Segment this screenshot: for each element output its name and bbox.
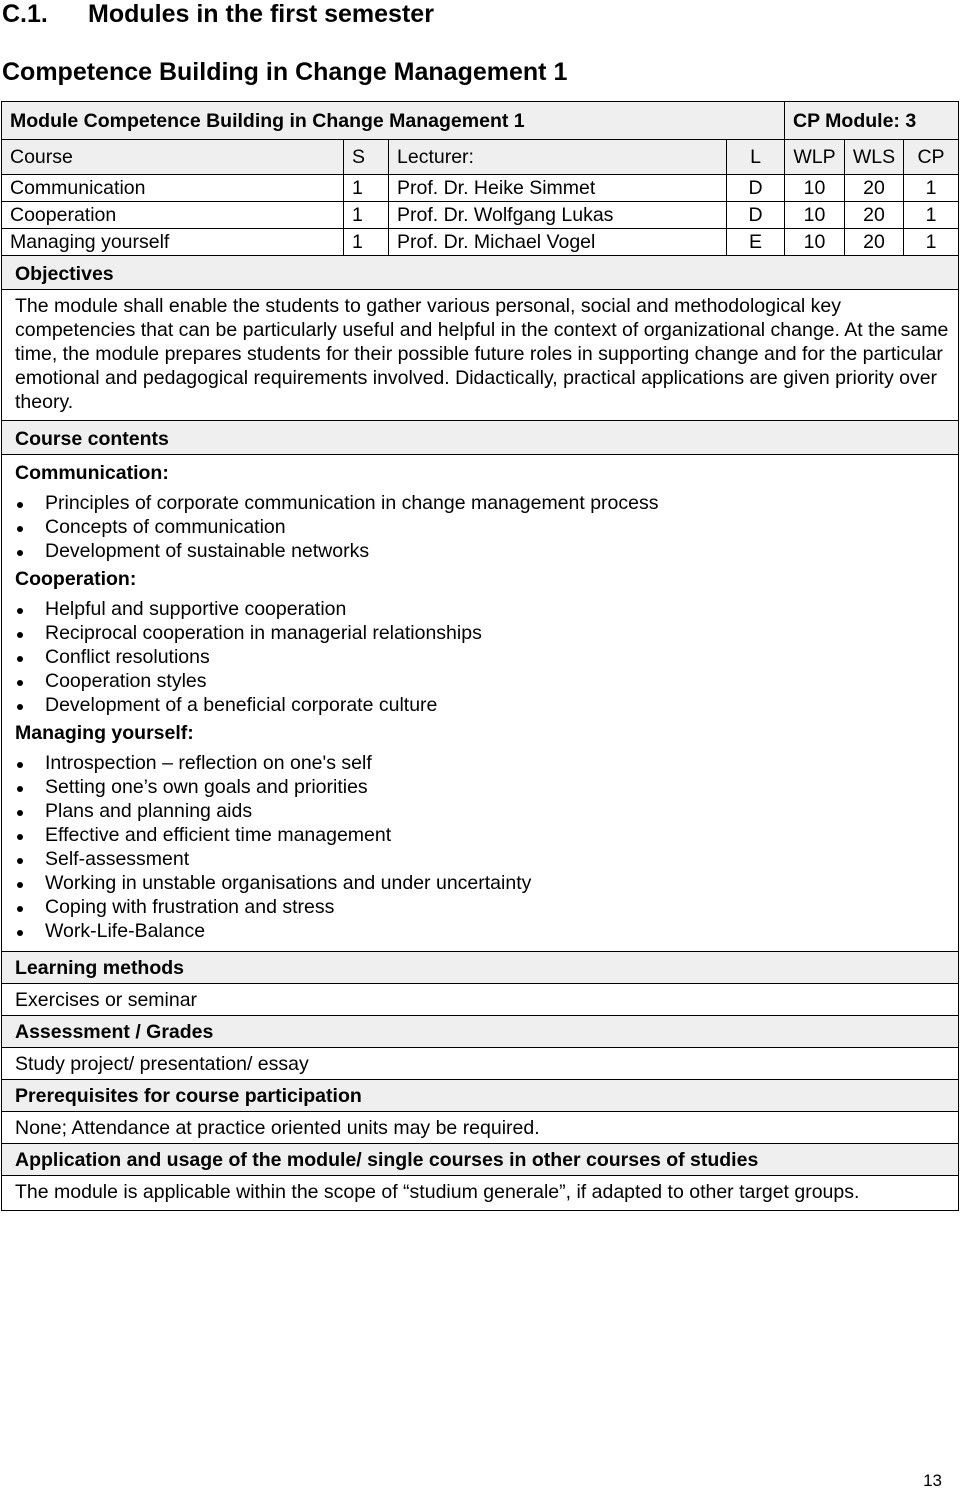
col-wls: WLS xyxy=(845,140,904,175)
course-cp: 1 xyxy=(904,229,959,256)
list-item: Working in unstable organisations and under uncertainty xyxy=(15,871,950,895)
course-lecturer: Prof. Dr. Heike Simmet xyxy=(389,175,727,202)
learning-methods-text: Exercises or seminar xyxy=(2,984,959,1016)
list-item: Reciprocal cooperation in managerial relationships xyxy=(15,621,950,645)
course-s: 1 xyxy=(344,202,389,229)
assessment-text: Study project/ presentation/ essay xyxy=(2,1048,959,1080)
list-item: Development of a beneficial corporate culture xyxy=(15,693,950,717)
course-l: D xyxy=(727,202,785,229)
application-title: Application and usage of the module/ single courses in other courses of studies xyxy=(2,1144,959,1176)
list-item: Principles of corporate communication in change management process xyxy=(15,491,950,515)
page-number: 13 xyxy=(923,1471,942,1490)
course-wlp: 10 xyxy=(785,229,845,256)
list-item: Effective and efficient time management xyxy=(15,823,950,847)
application-text: The module is applicable within the scope of “studium generale”, if adapted to other target groups. xyxy=(2,1176,959,1211)
section-title: Modules in the first semester xyxy=(88,0,434,28)
module-heading: Competence Building in Change Management 1 xyxy=(2,58,568,86)
section-heading xyxy=(2,0,434,29)
learning-methods-title: Learning methods xyxy=(2,952,959,984)
cooperation-list xyxy=(15,597,950,717)
managing-yourself-list xyxy=(15,751,950,943)
course-cp: 1 xyxy=(904,202,959,229)
assessment-title: Assessment / Grades xyxy=(2,1016,959,1048)
contents-heading-cooperation: Cooperation: xyxy=(15,568,137,590)
contents-heading-managing-yourself: Managing yourself: xyxy=(15,722,194,744)
course-wls: 20 xyxy=(845,175,904,202)
course-wls: 20 xyxy=(845,202,904,229)
objectives-text: The module shall enable the students to gather various personal, social and methodological key competencies that can be particularly useful and helpful in the context of organizational change. At the same time, the module prepares students for their possible future roles in supporting change and for the particular emotional and pedagogical requirements involved. Didactically, practical applications are given priority over theory. xyxy=(2,290,959,421)
course-l: E xyxy=(727,229,785,256)
course-s: 1 xyxy=(344,175,389,202)
col-s: S xyxy=(344,140,389,175)
course-contents-title: Course contents xyxy=(2,421,959,455)
course-row xyxy=(2,175,959,202)
list-item: Conflict resolutions xyxy=(15,645,950,669)
course-lecturer: Prof. Dr. Wolfgang Lukas xyxy=(389,202,727,229)
course-contents xyxy=(2,455,959,952)
course-row xyxy=(2,229,959,256)
cp-module: CP Module: 3 xyxy=(785,102,959,140)
list-item: Coping with frustration and stress xyxy=(15,895,950,919)
module-table xyxy=(1,101,959,1211)
course-wlp: 10 xyxy=(785,175,845,202)
col-wlp: WLP xyxy=(785,140,845,175)
list-item: Helpful and supportive cooperation xyxy=(15,597,950,621)
list-item: Introspection – reflection on one's self xyxy=(15,751,950,775)
objectives-title: Objectives xyxy=(2,256,959,290)
list-item: Concepts of communication xyxy=(15,515,950,539)
prerequisites-title: Prerequisites for course participation xyxy=(2,1080,959,1112)
col-l: L xyxy=(727,140,785,175)
section-number: C.1. xyxy=(2,0,48,28)
course-s: 1 xyxy=(344,229,389,256)
contents-heading-communication: Communication: xyxy=(15,462,169,484)
course-lecturer: Prof. Dr. Michael Vogel xyxy=(389,229,727,256)
col-cp: CP xyxy=(904,140,959,175)
course-name: Cooperation xyxy=(2,202,344,229)
list-item: Cooperation styles xyxy=(15,669,950,693)
col-course: Course xyxy=(2,140,344,175)
course-cp: 1 xyxy=(904,175,959,202)
prerequisites-text: None; Attendance at practice oriented units may be required. xyxy=(2,1112,959,1144)
module-label: Module Competence Building in Change Management 1 xyxy=(2,102,785,140)
list-item: Plans and planning aids xyxy=(15,799,950,823)
course-l: D xyxy=(727,175,785,202)
col-lecturer: Lecturer: xyxy=(389,140,727,175)
course-row xyxy=(2,202,959,229)
course-wls: 20 xyxy=(845,229,904,256)
list-item: Development of sustainable networks xyxy=(15,539,950,563)
course-name: Communication xyxy=(2,175,344,202)
list-item: Setting one’s own goals and priorities xyxy=(15,775,950,799)
list-item: Self-assessment xyxy=(15,847,950,871)
course-name: Managing yourself xyxy=(2,229,344,256)
course-wlp: 10 xyxy=(785,202,845,229)
list-item: Work-Life-Balance xyxy=(15,919,950,943)
communication-list xyxy=(15,491,950,563)
